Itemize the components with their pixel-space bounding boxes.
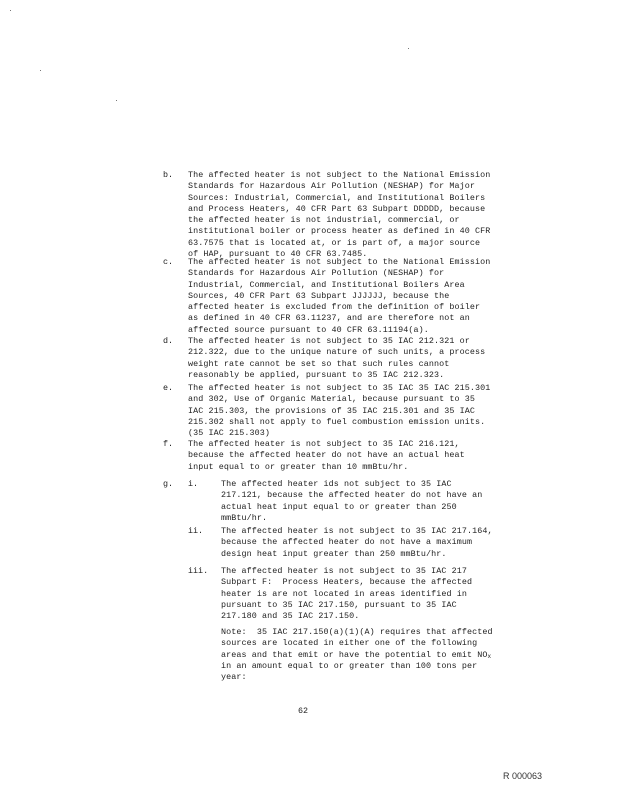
subitem-ii-text xyxy=(221,526,493,560)
text-line: the affected heater is not industrial, commercial, or xyxy=(188,215,460,226)
text-line: Standards for Hazardous Air Pollution (NESHAP) for Major xyxy=(188,181,476,192)
note-text xyxy=(221,627,493,683)
item-label: d. xyxy=(163,336,174,346)
text-line: Note: 35 IAC 217.150(a)(1)(A) requires that affected xyxy=(221,627,493,637)
text-line: pursuant to 35 IAC 217.150, pursuant to 35 IAC xyxy=(221,599,457,610)
text-line: Industrial, Commercial, and Institutional Boilers Area xyxy=(188,279,465,290)
text-line: heater is are not located in areas identified in xyxy=(221,588,468,599)
scan-speck xyxy=(116,100,117,101)
subitem-i-label: i. xyxy=(188,479,199,489)
item-label: f. xyxy=(163,439,174,449)
text-line: 63.7575 that is located at, or is part of, a major source xyxy=(188,237,481,248)
text-line: reasonably be applied, pursuant to 35 IAC 212.323. xyxy=(188,369,445,380)
text-line: 217.180 and 35 IAC 217.150. xyxy=(221,611,360,622)
subitem-i-text xyxy=(221,479,482,524)
item-text xyxy=(188,336,485,381)
text-line: because the affected heater do not have an actual heat xyxy=(188,450,465,461)
scan-speck xyxy=(40,70,41,71)
item-text xyxy=(188,170,490,260)
text-segment: areas and that emit or have the potential to emit NO xyxy=(221,649,488,660)
item-label: e. xyxy=(163,383,174,393)
scan-speck xyxy=(10,10,11,11)
text-line: Subpart F: Process Heaters, because the affected xyxy=(221,577,473,588)
text-line: Standards for Hazardous Air Pollution (NESHAP) for xyxy=(188,268,445,279)
text-line: Sources, 40 CFR Part 63 Subpart JJJJJJ, because the xyxy=(188,290,450,301)
text-line: The affected heater is not subject to 35 IAC 217 xyxy=(221,566,468,576)
text-line: because the affected heater do not have a maximum xyxy=(221,537,473,548)
text-line: Sources: Industrial, Commercial, and Institutional Boilers xyxy=(188,192,486,203)
text-line: The affected heater is not subject to 35 IAC 216.121, xyxy=(188,439,460,449)
text-line: weight rate cannot be set so that such rules cannot xyxy=(188,358,450,369)
scan-speck xyxy=(408,48,409,49)
text-line: IAC 215.303, the provisions of 35 IAC 215.301 and 35 IAC xyxy=(188,405,476,416)
text-line: 215.302 shall not apply to fuel combustion emission units. xyxy=(188,416,486,427)
text-line: institutional boiler or process heater as defined in 40 CFR xyxy=(188,226,491,237)
text-line: The affected heater is not subject to 35 IAC 217.164, xyxy=(221,526,493,536)
text-line: affected source pursuant to 40 CFR 63.11194(a). xyxy=(188,324,429,335)
item-text xyxy=(188,383,490,439)
text-line: The affected heater is not subject to the National Emission xyxy=(188,257,491,267)
subscript: x xyxy=(487,652,492,660)
text-line: in an amount equal to or greater than 100 tons per xyxy=(221,660,478,671)
text-line: affected heater is excluded from the definition of boiler xyxy=(188,302,481,313)
text-line: 217.121, because the affected heater do not have an xyxy=(221,490,483,501)
item-label: b. xyxy=(163,170,174,180)
text-line: as defined in 40 CFR 63.11237, and are therefore not an xyxy=(188,313,470,324)
text-line: actual heat input equal to or greater than 250 xyxy=(221,501,457,512)
item-text xyxy=(188,257,490,336)
subitem-iii-text xyxy=(221,566,472,622)
text-line: (35 IAC 215.303) xyxy=(188,428,271,439)
subitem-iii-label: iii. xyxy=(188,566,209,576)
page-number: 62 xyxy=(298,706,309,716)
text-line: and Process Heaters, 40 CFR Part 63 Subpart DDDDD, because xyxy=(188,203,486,214)
text-line: 212.322, due to the unique nature of such units, a process xyxy=(188,347,486,358)
text-line: mmBtu/hr. xyxy=(221,512,268,523)
text-line: of HAP, pursuant to 40 CFR 63.7485. xyxy=(188,249,368,260)
item-label: c. xyxy=(163,257,174,267)
item-g-label: g. xyxy=(163,479,174,489)
bates-number: R 000063 xyxy=(503,771,543,781)
text-line: The affected heater is not subject to the National Emission xyxy=(188,170,491,180)
subitem-ii-label: ii. xyxy=(188,526,204,536)
text-line: input equal to or greater than 10 mmBtu/hr. xyxy=(188,461,409,472)
text-line: sources are located in either one of the following xyxy=(221,638,478,649)
text-line: year: xyxy=(221,672,247,683)
text-line xyxy=(221,650,493,661)
text-line: The affected heater is not subject to 35 IAC 35 IAC 215.301 xyxy=(188,383,491,393)
text-line: and 302, Use of Organic Material, because pursuant to 35 xyxy=(188,394,476,405)
item-text xyxy=(188,439,465,473)
text-line: The affected heater ids not subject to 35 IAC xyxy=(221,479,452,489)
text-line: design heat input greater than 250 mmBtu/hr. xyxy=(221,548,447,559)
text-line: The affected heater is not subject to 35 IAC 212.321 or xyxy=(188,336,470,346)
